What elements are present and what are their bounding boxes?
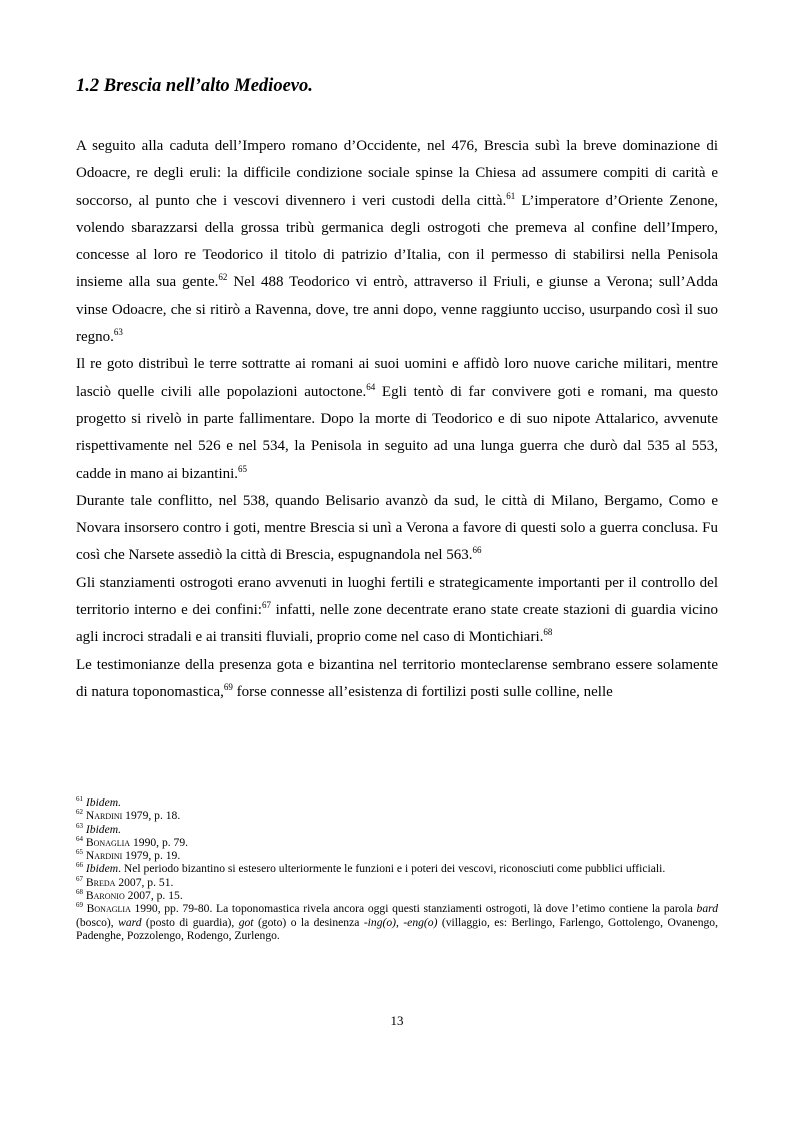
footnote-text: 1979, p. 19.: [122, 849, 181, 863]
section-heading: 1.2 Brescia nell’alto Medioevo.: [76, 76, 313, 96]
footnote-ref: 63: [113, 327, 123, 338]
footnote-number: 65: [76, 848, 83, 857]
paragraph-text: Durante tale conflitto, nel 538, quando Belisario avanzò da sud, le città di Milano, Bergamo, Como e Novara insorsero contro i goti, mentre Brescia si unì a Verona a favore di questi solo a guerra conclusa. Fu così che Narsete assediò la città di Brescia, espugnandola nel 563.: [76, 492, 718, 564]
footnote-text: (villaggio, es: Berlingo, Farlengo, Gottolengo, Ovanengo, Padenghe, Pozzolengo, Rodengo, Zurlengo.: [76, 915, 718, 942]
paragraph-text: infatti, nelle zone decentrate erano state create stazioni di guardia vicino agli incroci stradali e ai transiti fluviali, proprio come nel caso di Montichiari.: [76, 602, 718, 646]
author-name: Nardini: [85, 809, 123, 823]
footnote-ref: 64: [366, 381, 376, 392]
footnotes: [76, 796, 718, 942]
footnote-ref: 65: [238, 463, 248, 474]
footnote-text: Ibidem.: [85, 822, 121, 836]
footnote-number: 63: [76, 821, 83, 830]
paragraph-text: Egli tentò di far convivere goti e romani, ma questo progetto si rivelò in parte fallimentare. Dopo la morte di Teodorico e di suo nipote Attalarico, avvenute rispettivamente nel 526 e nel 534, la Penisola in seguito ad una lunga guerra che durò dal 535 al 553, cadde in mano ai bizantini.: [76, 383, 718, 482]
page-number: 13: [390, 1013, 404, 1028]
footnote: [76, 876, 718, 889]
footnote-ref: 67: [261, 600, 271, 611]
footnote-text: 2007, p. 15.: [124, 889, 183, 903]
footnote: [76, 823, 718, 836]
paragraph: [76, 488, 718, 570]
paragraph-text: Il re goto distribuì le terre sottratte ai romani ai suoi uomini e affidò loro nuove cariche militari, mentre lasciò quelle civili alle popolazioni autoctone.: [76, 356, 718, 400]
body-text: [76, 133, 718, 706]
footnote: [76, 836, 718, 849]
footnote: [76, 796, 718, 809]
footnote-ref: 62: [218, 272, 228, 283]
footnote-number: 69: [76, 901, 83, 910]
footnote-number: 61: [76, 795, 83, 804]
author-name: Bonaglia: [86, 902, 131, 916]
footnote-ref: 66: [472, 545, 482, 556]
footnote-text: . Nel periodo bizantino si estesero ulteriormente le funzioni e i poteri dei vescovi, riconosciuti come pubblici ufficiali.: [118, 862, 666, 876]
paragraph: [76, 652, 718, 707]
footnote-text: 1990, p. 79.: [130, 835, 189, 849]
paragraph-text: Gli stanziamenti ostrogoti erano avvenuti in luoghi fertili e strategicamente importanti per il controllo del territorio interno e dei confini:: [76, 574, 718, 619]
author-name: Breda: [85, 875, 116, 889]
paragraph: [76, 351, 718, 487]
footnote-text: Ibidem.: [85, 796, 121, 809]
paragraph-text: Nel 488 Teodorico vi entrò, attraverso il Friuli, e giunse a Verona; sull’Adda vinse Odoacre, che si ritirò a Ravenna, dove, tre anni dopo, venne raggiunto ucciso, usurpando così il suo regno.: [76, 274, 718, 346]
author-name: Nardini: [85, 849, 123, 863]
paragraph-text: L’imperatore d’Oriente Zenone, volendo sbarazzarsi della grossa tribù germanica degli ostrogoti che premeva al confine dell’Impero, concesse al loro re Teodorico il titolo di patrizio d’Italia, con il permesso di stabilirsi nella Penisola insieme alla sua gente.: [76, 192, 718, 291]
footnote-text: (posto di guardia),: [141, 915, 239, 929]
footnote-ref: 61: [506, 190, 516, 201]
footnote-text: ward: [118, 915, 142, 929]
footnote-text: 2007, p. 51.: [115, 875, 174, 889]
footnote: [76, 809, 718, 822]
paragraph: [76, 570, 718, 652]
paragraph-text: forse connesse all’esistenza di fortilizi posti sulle colline, nelle: [232, 683, 613, 700]
footnote-number: 66: [76, 861, 83, 870]
footnote-text: Ibidem: [85, 862, 119, 876]
footnote: [76, 849, 718, 862]
footnote-text: got: [238, 915, 254, 929]
footnote: [76, 889, 718, 902]
paragraph-text: A seguito alla caduta dell’Impero romano d’Occidente, nel 476, Brescia subì la breve dominazione di Odoacre, re degli eruli: la difficile condizione sociale spinse la Chiesa ad assumere compiti di carità e soccorso, al punto che i vescovi divennero i veri custodi della città.: [76, 138, 718, 209]
paragraph: [76, 133, 718, 351]
footnote: [76, 902, 718, 942]
footnote-text: 1979, p. 18.: [122, 809, 181, 823]
author-name: Baronio: [85, 889, 125, 903]
footnote-ref: 68: [543, 627, 553, 638]
author-name: Bonaglia: [85, 835, 131, 849]
footnote: [76, 862, 718, 875]
paragraph-text: Le testimonianze della presenza gota e bizantina nel territorio monteclarense sembrano essere solamente di natura toponomastica,: [76, 656, 718, 700]
footnote-text: bard: [696, 902, 718, 916]
footnote-text: -ing(o), -eng(o): [363, 915, 438, 929]
footnote-number: 68: [76, 888, 83, 897]
footnote-text: 1990, pp. 79-80. La toponomastica rivela ancora oggi questi stanziamenti ostrogoti, là dove l’etimo contiene la parola: [130, 902, 697, 916]
footnote-ref: 69: [223, 681, 233, 692]
footnote-text: (goto) o la desinenza: [253, 915, 364, 929]
footnote-number: 67: [76, 874, 83, 883]
footnote-text: (bosco),: [76, 915, 119, 929]
footnote-number: 62: [76, 808, 83, 817]
footnote-number: 64: [76, 835, 83, 844]
